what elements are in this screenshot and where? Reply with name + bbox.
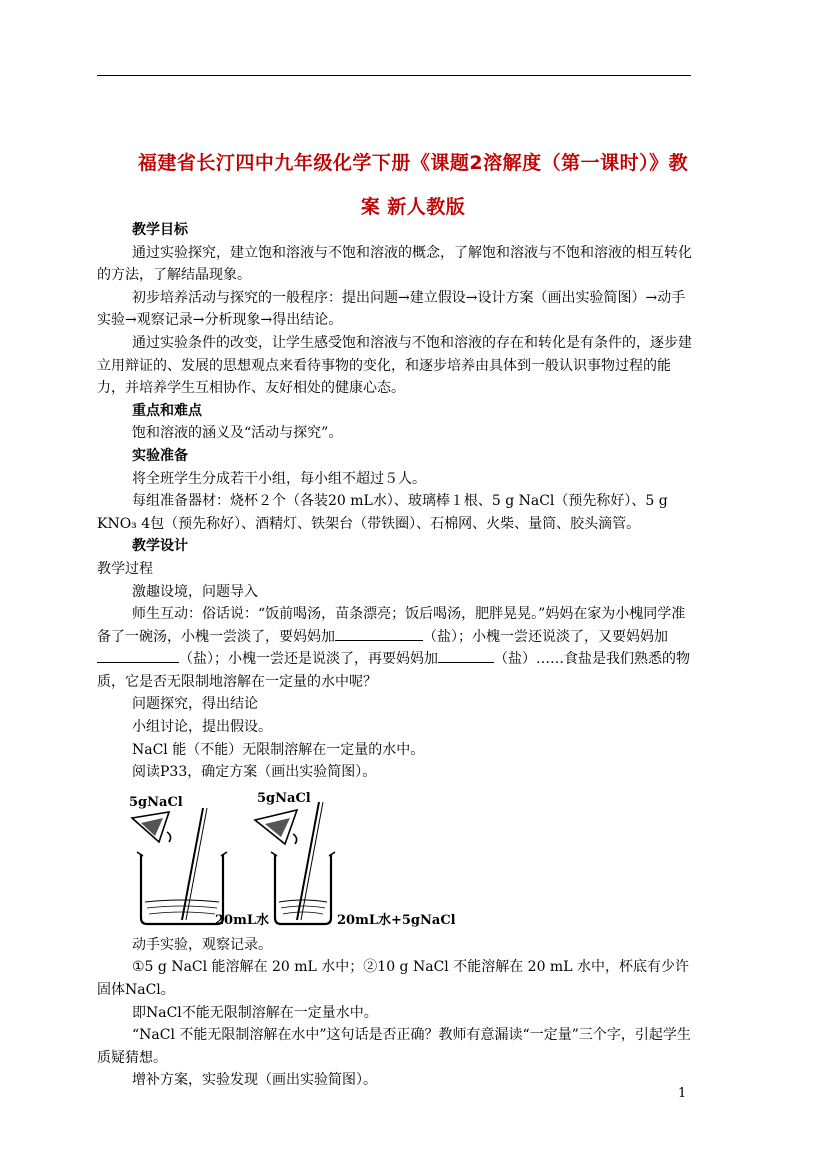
beaker-label-right: 20mL水+5gNaCl bbox=[337, 912, 456, 928]
glass-rod-icon bbox=[182, 808, 203, 920]
dialog-text: （盐）；小槐一尝还说淡了，又要妈妈加 bbox=[423, 628, 668, 645]
observe-text: 动手实验，观察记录。 bbox=[132, 936, 272, 953]
prep-paragraph: 每组准备器材：烧杯２个（各装20 mL水）、玻璃棒１根、5 g NaCl（预先称好）、5 g KNO₃ 4包（预先称好）、酒精灯、铁架台（带铁圈）、石棉网、火柴、量筒、胶头滴管。 bbox=[97, 493, 668, 532]
glass-rod-icon bbox=[297, 802, 319, 920]
step-explore: 问题探究，得出结论 bbox=[132, 696, 258, 713]
conclusion-text: 即NaCl不能无限制溶解在一定量水中。 bbox=[132, 1004, 378, 1021]
supplement-text: 增补方案，实验发现（画出实验简图）。 bbox=[132, 1072, 377, 1089]
question-text: “NaCl 不能无限制溶解在水中”这句话是否正确？教师有意漏读“一定量”三个字，引起学生质疑猜想。 bbox=[97, 1027, 691, 1066]
salt-label-left: 5gNaCl bbox=[129, 794, 183, 810]
dialog-text: （盐）；小槐一尝还是说淡了，再要妈妈加 bbox=[179, 651, 438, 668]
answer-blank-3 bbox=[438, 648, 494, 663]
experiment-figure bbox=[97, 790, 693, 932]
dialog-text: （盐）……食盐是我们熟悉的物质，它是否无限制地溶解在一定量的水中呢？ bbox=[97, 651, 690, 690]
goal-paragraph: 通过实验条件的改变，让学生感受饱和溶液与不饱和溶液的存在和转化是有条件的，逐步建立用辩证的、发展的思想观点来看待事物的变化，和逐步培养由具体到一般认识事物过程的能力，并培养学生互相协作、友好相处的健康心态。 bbox=[97, 334, 692, 397]
result-text: ①5 g NaCl 能溶解在 20 mL 水中；②10 g NaCl 不能溶解在 20 mL 水中，杯底有少许固体NaCl。 bbox=[97, 959, 689, 999]
heading-preparation: 实验准备 bbox=[132, 447, 188, 464]
process-label: 教学过程 bbox=[97, 560, 153, 577]
discuss-text: 小组讨论，提出假设。 bbox=[132, 719, 272, 736]
hypothesis-text: NaCl 能（不能）无限制溶解在一定量的水中。 bbox=[132, 741, 425, 758]
dialog-paragraph bbox=[97, 603, 693, 693]
goal-paragraph: 初步培养活动与探究的一般程序：提出问题→建立假设→设计方案（画出实验简图）→动手实验→观察记录→分析现象→得出结论。 bbox=[97, 289, 686, 329]
beaker-label-left: 20mL水 bbox=[215, 912, 269, 928]
salt-label-right: 5gNaCl bbox=[257, 790, 311, 806]
document-title-line2: 案 新人教版 bbox=[360, 196, 466, 218]
dialog-text: 师生互动：俗话说：“饭前喝汤，苗条漂亮；饭后喝汤，肥胖晃晃。”妈妈在家为小槐同学准备了一碗汤，小槐一尝淡了，要妈妈加 bbox=[97, 606, 686, 645]
prep-paragraph: 将全班学生分成若干小组，每小组不超过５人。 bbox=[132, 470, 426, 487]
heading-key-points: 重点和难点 bbox=[132, 402, 202, 419]
key-points-text: 饱和溶液的涵义及“活动与探究”。 bbox=[132, 425, 343, 442]
goal-paragraph: 通过实验探究，建立饱和溶液与不饱和溶液的概念，了解饱和溶液与不饱和溶液的相互转化的方法，了解结晶现象。 bbox=[97, 244, 692, 284]
step-intro: 激趣设境，问题导入 bbox=[132, 583, 258, 600]
answer-blank-2 bbox=[97, 648, 179, 663]
read-text: 阅读P33，确定方案（画出实验简图）。 bbox=[132, 764, 377, 781]
header-rule bbox=[97, 75, 691, 76]
heading-design: 教学设计 bbox=[132, 538, 188, 555]
pour-arrow-icon bbox=[167, 832, 171, 842]
document-title-line1: 福建省长汀四中九年级化学下册《课题2溶解度（第一课时）》教 bbox=[137, 152, 689, 174]
document-body bbox=[97, 219, 693, 1092]
answer-blank-1 bbox=[335, 626, 423, 641]
page-number: 1 bbox=[678, 1086, 687, 1101]
heading-goals: 教学目标 bbox=[132, 222, 188, 238]
pour-arrow-icon bbox=[293, 834, 297, 844]
